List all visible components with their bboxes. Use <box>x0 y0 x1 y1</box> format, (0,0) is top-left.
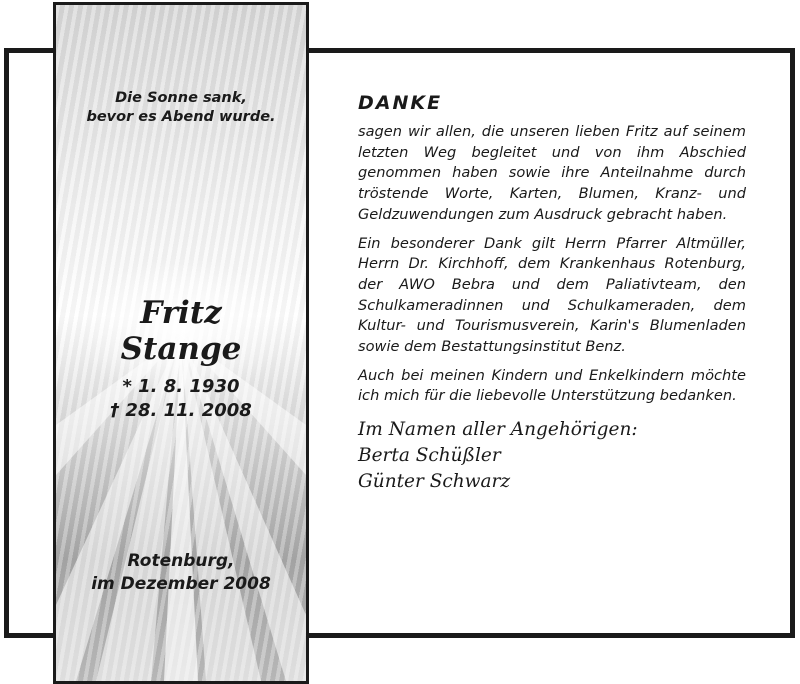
deceased-name <box>56 295 306 367</box>
last-name: Stange <box>120 331 242 367</box>
motto-line-1: Die Sonne sank, <box>115 90 247 106</box>
place-and-date <box>56 550 306 596</box>
signer-1: Berta Schüßler <box>358 445 501 467</box>
motto <box>56 89 306 127</box>
paragraph-2: Ein besonderer Dank gilt Herrn Pfarrer Altmüller, Herrn Dr. Kirchhoff, dem Krankenhaus Rotenburg, der AWO Bebra und dem Paliativteam, den Schulkameradinnen und Schulkameraden, dem Kultur- und Tourismusverein, Karin's Blumenladen sowie dem Bestattungsinstitut Benz. <box>358 234 746 356</box>
death-date: † 28. 11. 2008 <box>110 400 252 421</box>
life-dates <box>56 375 306 423</box>
thanks-text <box>358 90 746 495</box>
paragraph-3: Auch bei meinen Kindern und Enkelkindern möchte ich mich für die liebevolle Unterstützung bedanken. <box>358 366 746 405</box>
signature-block <box>358 417 746 495</box>
paragraph-1: sagen wir allen, die unseren lieben Fritz auf seinem letzten Weg begleitet und von ihm Abschied genommen haben sowie ihre Anteilnahme durch tröstende Worte, Karten, Blumen, Kranz- und Geldzuwendungen zum Ausdruck gebracht haben. <box>358 123 746 223</box>
motto-line-2: bevor es Abend wurde. <box>86 109 276 125</box>
signer-2: Günter Schwarz <box>358 471 511 493</box>
heading: DANKE <box>358 92 443 114</box>
place: Rotenburg, <box>127 551 235 571</box>
memorial-panel <box>53 2 309 684</box>
notice-date: im Dezember 2008 <box>91 574 271 594</box>
first-name: Fritz <box>140 295 222 331</box>
closing-line: Im Namen aller Angehörigen: <box>358 419 638 441</box>
birth-date: * 1. 8. 1930 <box>122 376 240 397</box>
